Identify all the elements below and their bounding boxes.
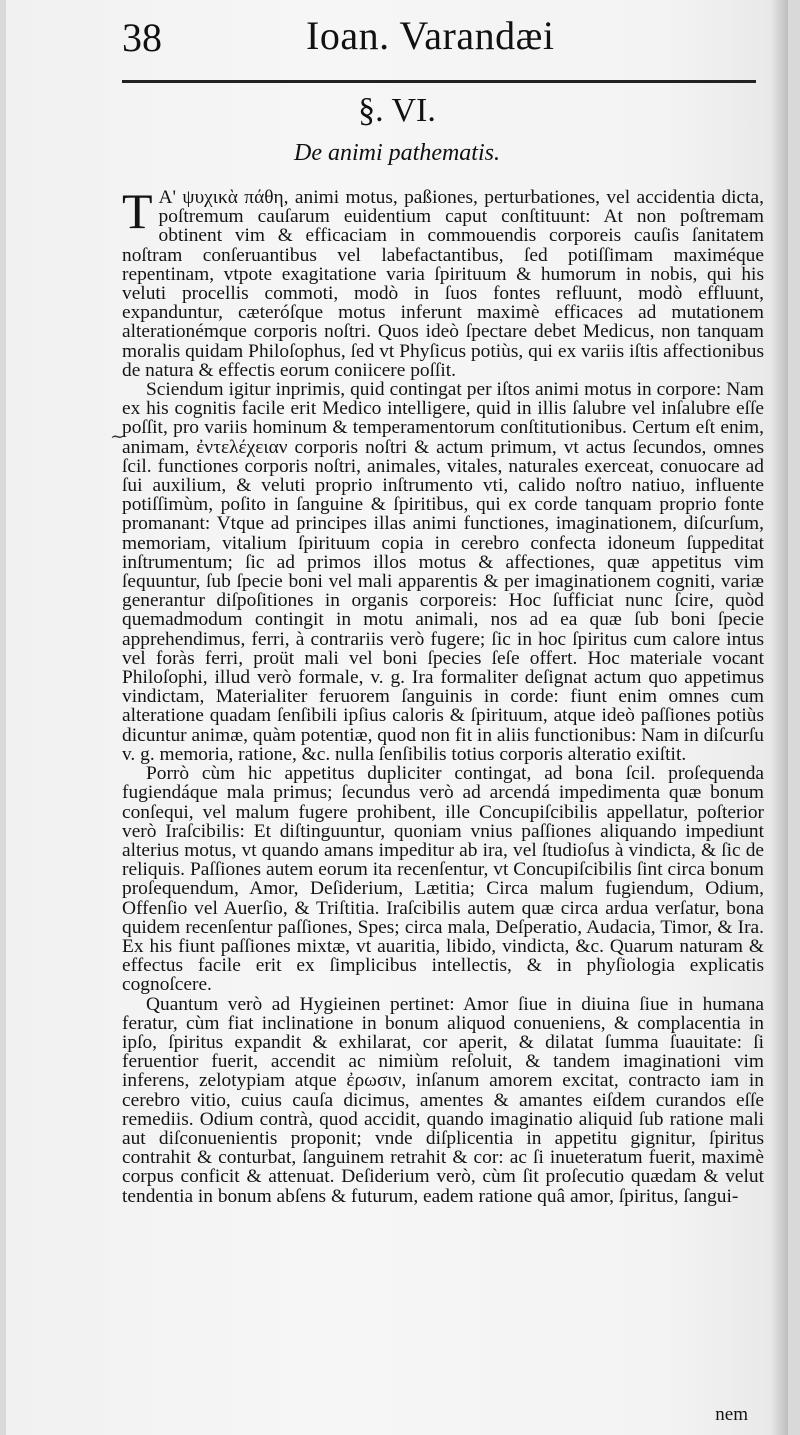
body-text [122,183,764,1207]
book-page [6,0,788,1435]
header-rule [122,80,756,83]
paragraph: Sciendum igitur inprimis, quid contingat per iſtos animi motus in corpore: Nam ex his cognitis facile erit Medico intelligere, quid in illis ſalubre vel inſalubre eſſe poſſit, pro variis hominum & temperamentorum conſtitutionibus. Certum eſt enim, animam, ἐντελέχειαν corporis noſtri & actum primum, vt actus ſecundos, omnes ſcil. functiones corporis noſtri, animales, vitales, naturales exerceat, conuocare ad ſui auxilium, & veluti proprio inſtrumento vti, calido noſtro natiuo, influente potiſſimùm, poſito in ſanguine & ſpiritibus, qui ex corde tanquam proprio fonte promanant: Vtque ad principes illas animi functiones, imaginationem, diſcurſum, memoriam, vitalium ſpirituum copia in cerebro confecta idoneum ſuppeditat inſtrumentum; ſic ad primos illos motus & affectiones, quæ appetitus vim ſequuntur, ſub ſpecie boni vel mali apparentis & per imaginationem cogniti, variæ generantur diſpoſitiones in organis corporeis: Hoc ſufficiat nunc ſcire, quòd quemadmodum contingit in motu animali, nos ad ea quæ ſub boni ſpecie apprehendimus, ferri, à contrariis verò fugere; ſic in hoc ſpiritus cum calore intus vel foràs ferri, proüt mali vel boni ſpecies ſeſe offert. Hoc materiale vocant Philoſophi, illud verò formale, v. g. Ira formaliter deſignat actum quo appetimus vindictam, Materialiter feruorem ſanguinis in corde: fiunt enim omnes cum alteratione quadam ſenſibili ipſius caloris & ſpirituum, atque ideò paſſiones potiùs dicuntur animæ, quàm potentiæ, quod non fit in aliis functionibus: Nam in diſcurſu v. g. memoria, ratione, &c. nulla ſenſibilis totius corporis alteratio exiſtit. [122,379,764,765]
section-subtitle: De animi pathematis. [294,140,500,166]
paragraph [122,183,764,381]
page-header [6,12,788,72]
margin-mark: ~ [110,426,126,447]
page-gutter-shadow [770,0,788,1435]
paragraph: Quantum verò ad Hygieinen pertinet: Amor ſiue in diuina ſiue in humana feratur, cùm fiat inclinatione in bonum aliquod conueniens, & complacentia in ipſo, ſpiritus expandit & exhilarat, cor aperit, & dilatat ſumma ſuauitate: ſi feruentior fuerit, accendit ac nimiùm reſoluit, & tandem imaginationi vim inferens, zelotypiam atque ἐρωσιν, inſanum amorem excitat, contracto iam in cerebro vitio, cuius cauſa dicimus, amentes & amantes eiſdem curandos eſſe remediis. Odium contrà, quod accidit, quando imaginatio aliquid ſub ratione mali aut diſconuenientis proponit; vnde diſplicentia in appetitu gignitur, ſpiritus contrahit & conturbat, ſanguinem retrahit & cor: ac ſi inueteratum fuerit, maximè corpus conficit & attenuat. Deſiderium verò, cùm ſit proſecutio quædam & velut tendentia in bonum abſens & futurum, eadem ratione quâ amor, ſpiritus, ſangui- [122,993,764,1207]
drop-cap: T [122,183,153,239]
catchword: nem [715,1404,748,1425]
paragraph-text: A' ψυχικὰ πάθη, animi motus, paßiones, perturbationes, vel accidentia dicta, poſtremum cauſarum euidentium caput conſtituunt: At non poſtremam obtinent vim & efficaciam in commouendis corporeis cauſis ſanitatem noſtram conſeruantibus vel labefactantibus, ſed potiſſimam maximéque repentinam, vtpote exagitatione varia ſpirituum & humorum in nobis, qui his veluti procellis commoti, modò in ſuos fontes refluunt, modò effluunt, expanduntur, cæteróſque motus inferunt maximè efficaces ad mutationem alterationémque corporis noſtri. Quos ideò ſpectare debet Medicus, non tanquam moralis quidam Philoſophus, ſed vt Phyſicus potiùs, qui ex variis iſtis affectionibus de natura & effectis eorum coniicere poſſit. [122,187,764,381]
paragraph: Porrò cùm hic appetitus dupliciter contingat, ad bona ſcil. proſequenda fugiendáque mala primus; ſecundus verò ad arcendá impedimenta quæ bonum conſequi, vel malum fugere prohibent, ille Concupiſcibilis appellatur, poſterior verò Iraſcibilis: Et diſtinguuntur, quoniam vnius paſſiones aliquando impediunt alterius motus, vt quando amans impeditur ab ira, vel ſtudioſus à vindicta, & ſic de reliquis. Paſſiones autem eorum ita recenſentur, vt Concupiſcibilis ſint circa bonum proſequendum, Amor, Deſiderium, Lætitia; Circa malum fugiendum, Odium, Offenſio vel Auerſio, & Triſtitia. Iraſcibilis autem quæ circa ardua verſatur, bona quidem recenſentur paſſiones, Spes; circa mala, Deſperatio, Audacia, Timor, & Ira. Ex his fiunt paſſiones mixtæ, vt auaritia, libido, vindicta, &c. Quarum naturam & effectus facile erit ex ſimplicibus intellectis, & in phyſiologia explicatis cognoſcere. [122,763,764,996]
running-head: Ioan. Varandæi [306,13,555,58]
section-title: §. VI. [358,92,436,129]
page-number: 38 [122,15,162,60]
